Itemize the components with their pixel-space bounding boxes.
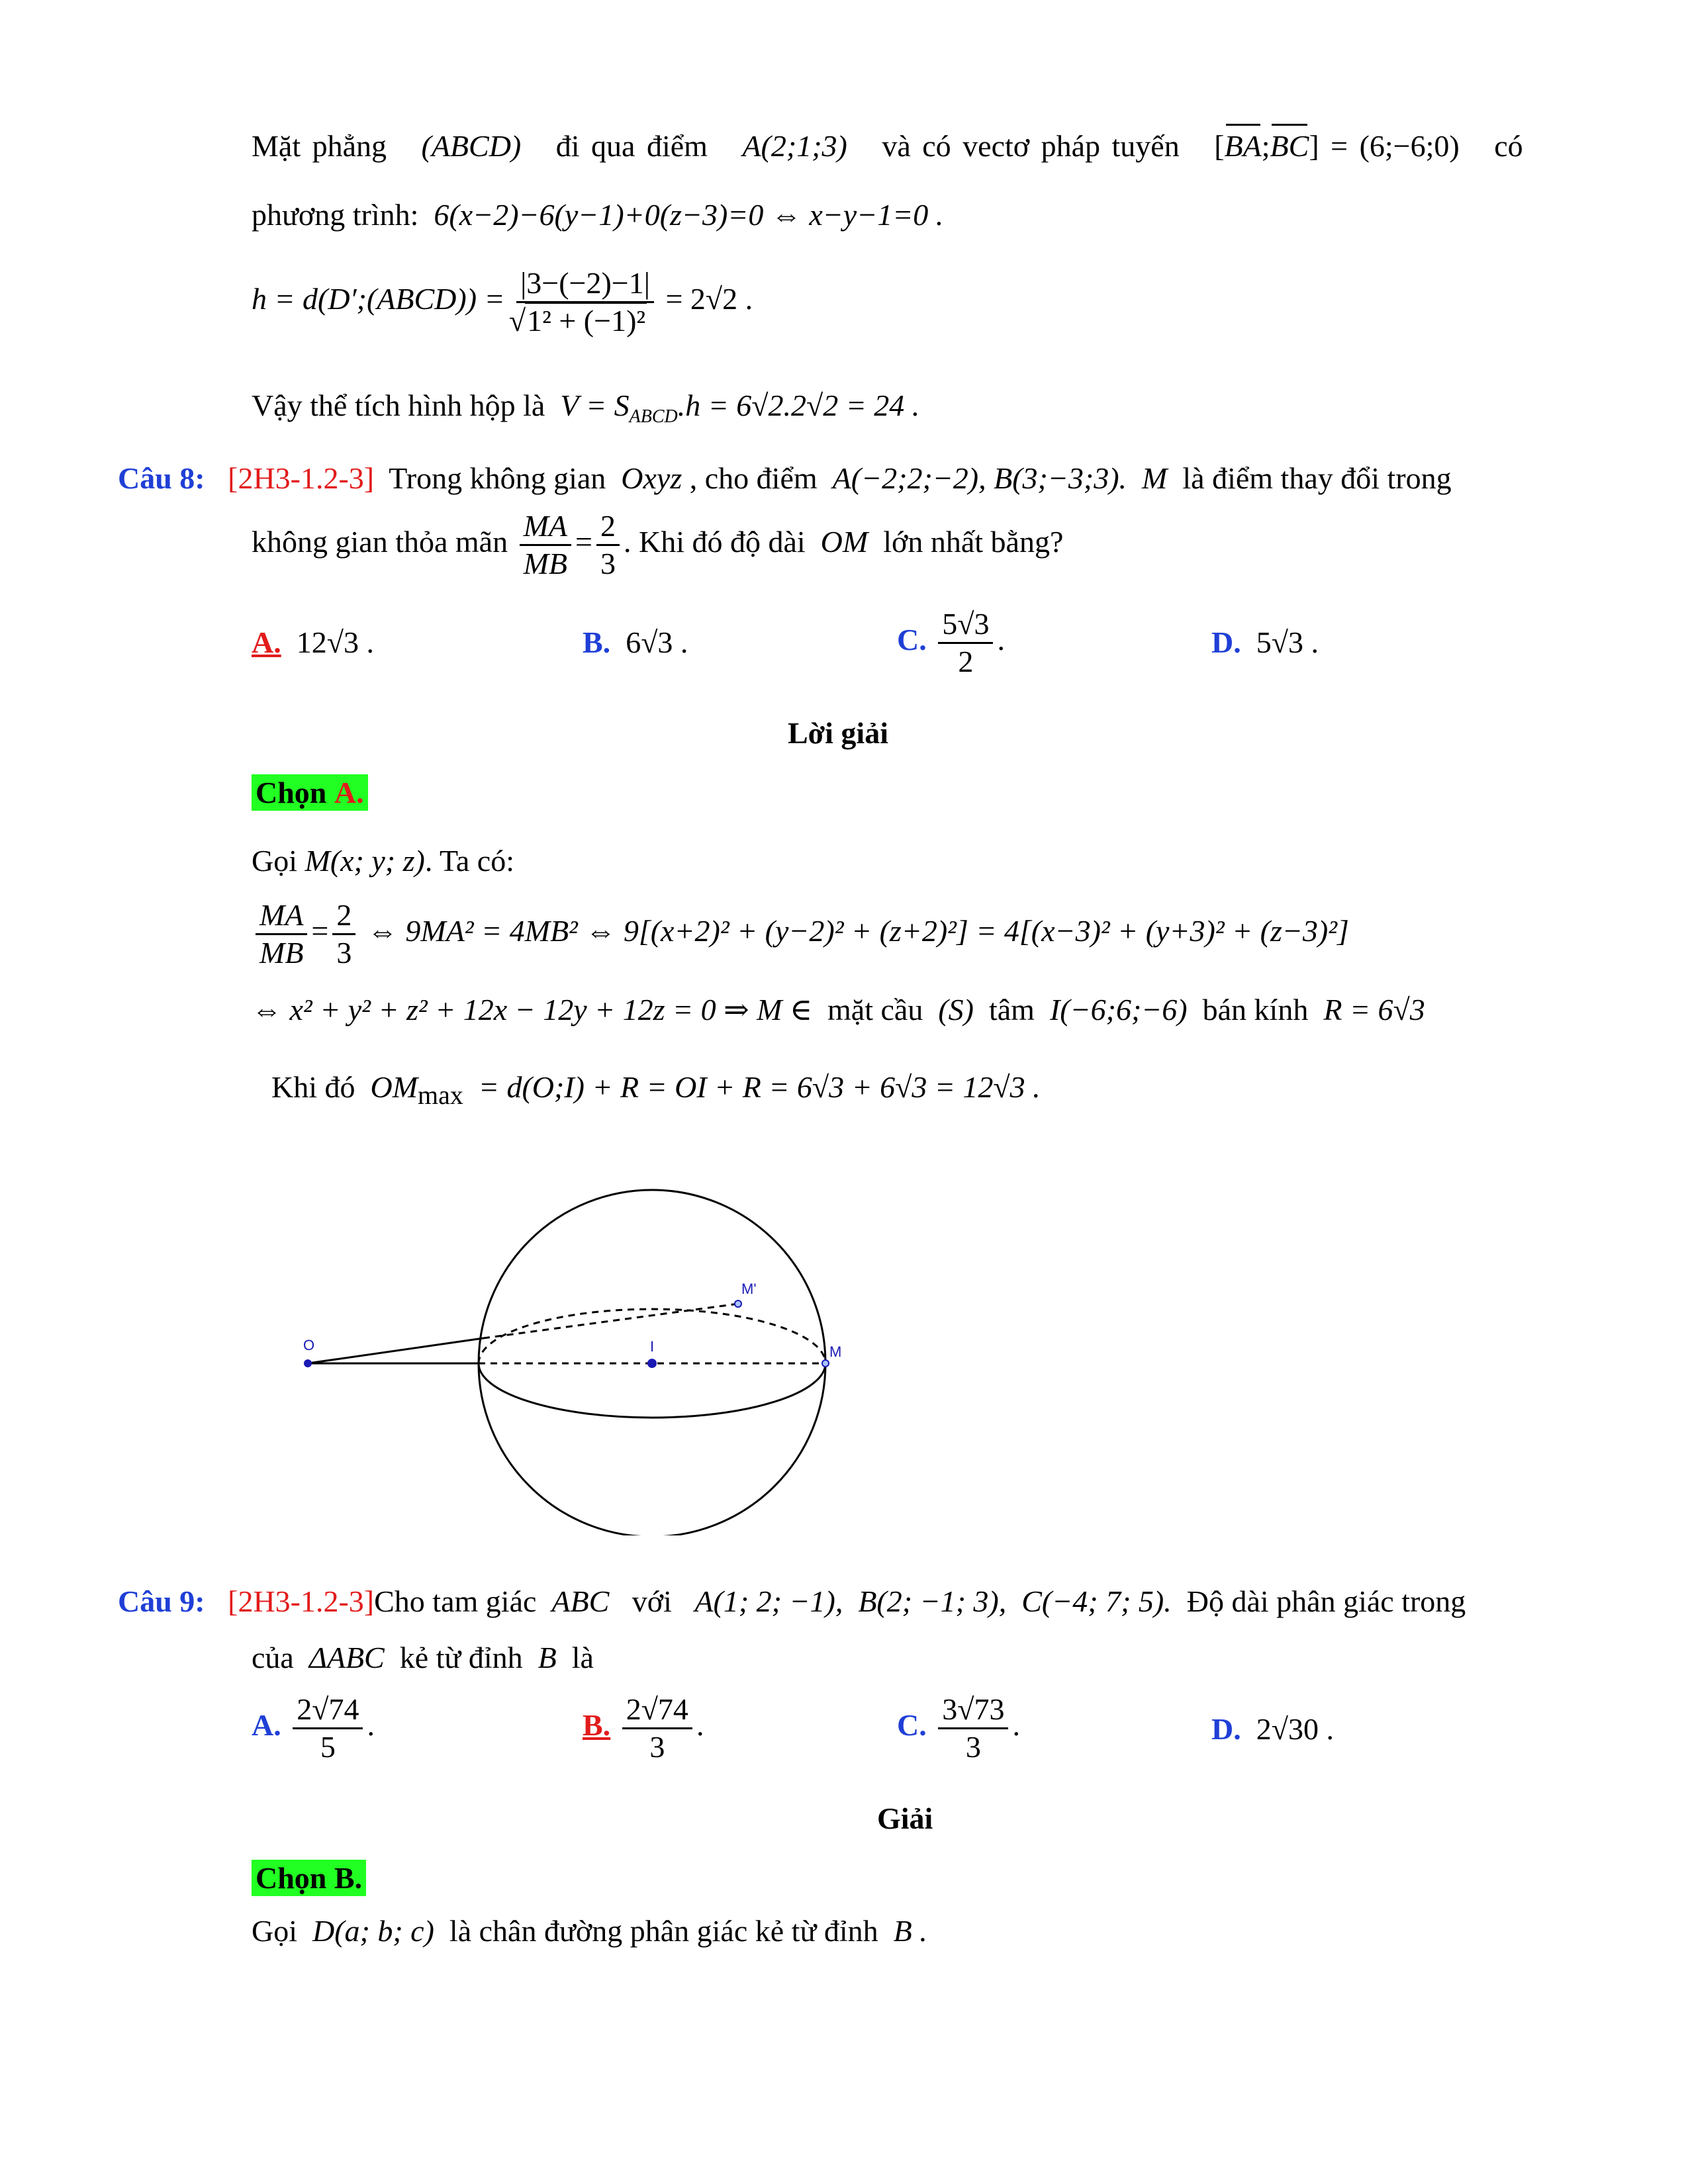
label-m-prime: M': [741, 1281, 757, 1297]
q9-code: [2H3-1.2-3]: [228, 1584, 375, 1618]
q9-solution-title: Giải: [877, 1801, 933, 1835]
q8-solution-step1: Gọi M(x; y; z). Ta có:: [252, 844, 514, 878]
q8-stem-line2: không gian thỏa mãn $\frac{MA}{MB}$ = $\frac{2}{3}$ . Khi đó độ dài OM lớn nhất bằng?: [252, 509, 1064, 580]
q8-option-b[interactable]: B. 6√3 .: [583, 625, 688, 659]
q8-choose: Chọn A.: [252, 778, 368, 808]
q8-stem-line1: Câu 8: [2H3-1.2-3] Trong không gian Oxyz , cho điểm A(−2;2;−2), B(3;−3;3). M là điểm thay đổi trong: [118, 461, 1452, 495]
q8-solution-step2: $\frac{MA}{MB}$ = $\frac{2}{3}$ ⇔ 9MA² = 4MB² ⇔ 9[(x+2)² + (y−2)² + (z+2)²] = 4[(x−3)² + (y+3)² + (z−3)²]: [252, 900, 1349, 968]
q9-choose: Chọn B.: [252, 1863, 366, 1893]
q8-option-d[interactable]: D. 5√3 .: [1211, 625, 1319, 659]
q8-solution-step4: Khi đó $OM_{max}$ = d(O;I) + R = OI + R = 6√3 + 6√3 = 12√3 .: [271, 1070, 1041, 1111]
q8-label: Câu 8:: [118, 461, 205, 495]
q9-option-a[interactable]: A. $\frac{2√74}{5}$ .: [252, 1692, 375, 1764]
q8-code: [2H3-1.2-3]: [228, 461, 375, 495]
q9-solution-step1: Gọi D(a; b; c) là chân đường phân giác kẻ từ đỉnh B .: [252, 1914, 927, 1948]
q9-option-d[interactable]: D. 2√30 .: [1211, 1712, 1334, 1746]
q9-stem-line2: của ΔABC kẻ từ đỉnh B là: [252, 1641, 594, 1674]
label-i: I: [650, 1338, 655, 1355]
q9-label: Câu 9:: [118, 1584, 205, 1618]
q9-option-c[interactable]: C. $\frac{3√73}{3}$ .: [897, 1692, 1020, 1764]
segment-to-mprime: [483, 1304, 738, 1338]
equator-back: [479, 1309, 825, 1363]
q8-solution-title: Lời giải: [788, 716, 888, 750]
point-m-prime: [735, 1300, 741, 1307]
point-m: [822, 1360, 829, 1367]
q9-stem-line1: Câu 9: [2H3-1.2-3]Cho tam giác ABC với A(1; 2; −1), B(2; −1; 3), C(−4; 7; 5). Độ dài phân giác trong: [118, 1584, 1466, 1618]
point-o: [304, 1359, 312, 1367]
plane-equation: phương trình: 6(x−2)−6(y−1)+0(z−3)=0 ⇔ x−y−1=0 .: [252, 198, 944, 232]
plane-statement: Mặt phẳng (ABCD) đi qua điểm A(2;1;3) và có vectơ pháp tuyến [BA;BC] = (6;−6;0) có: [252, 129, 1523, 163]
equator-front: [479, 1363, 825, 1418]
height-formula: h = d(D′;(ABCD)) = |3−(−2)−1| √ 1² + (−1)² = 2√2 .: [252, 268, 753, 336]
segment-o-tangent: [308, 1338, 483, 1363]
point-i: [647, 1359, 657, 1368]
sphere-figure: [265, 1165, 861, 1535]
label-o: O: [303, 1337, 315, 1353]
q8-option-c[interactable]: C. $\frac{5√3}{2}$ .: [897, 607, 1005, 678]
q9-option-b[interactable]: B. $\frac{2√74}{3}$ .: [583, 1692, 704, 1764]
q8-option-a[interactable]: A. 12√3 .: [252, 625, 374, 659]
q8-solution-step3: ⇔ x² + y² + z² + 12x − 12y + 12z = 0 ⇒ M ∈ mặt cầu (S) tâm I(−6;6;−6) bán kính R = 6√3: [252, 993, 1425, 1026]
label-m: M: [829, 1343, 842, 1360]
volume-formula: Vậy thể tích hình hộp là $V = S_{ABCD}.h = 6√2.2√2 = 24$ .: [252, 388, 920, 428]
